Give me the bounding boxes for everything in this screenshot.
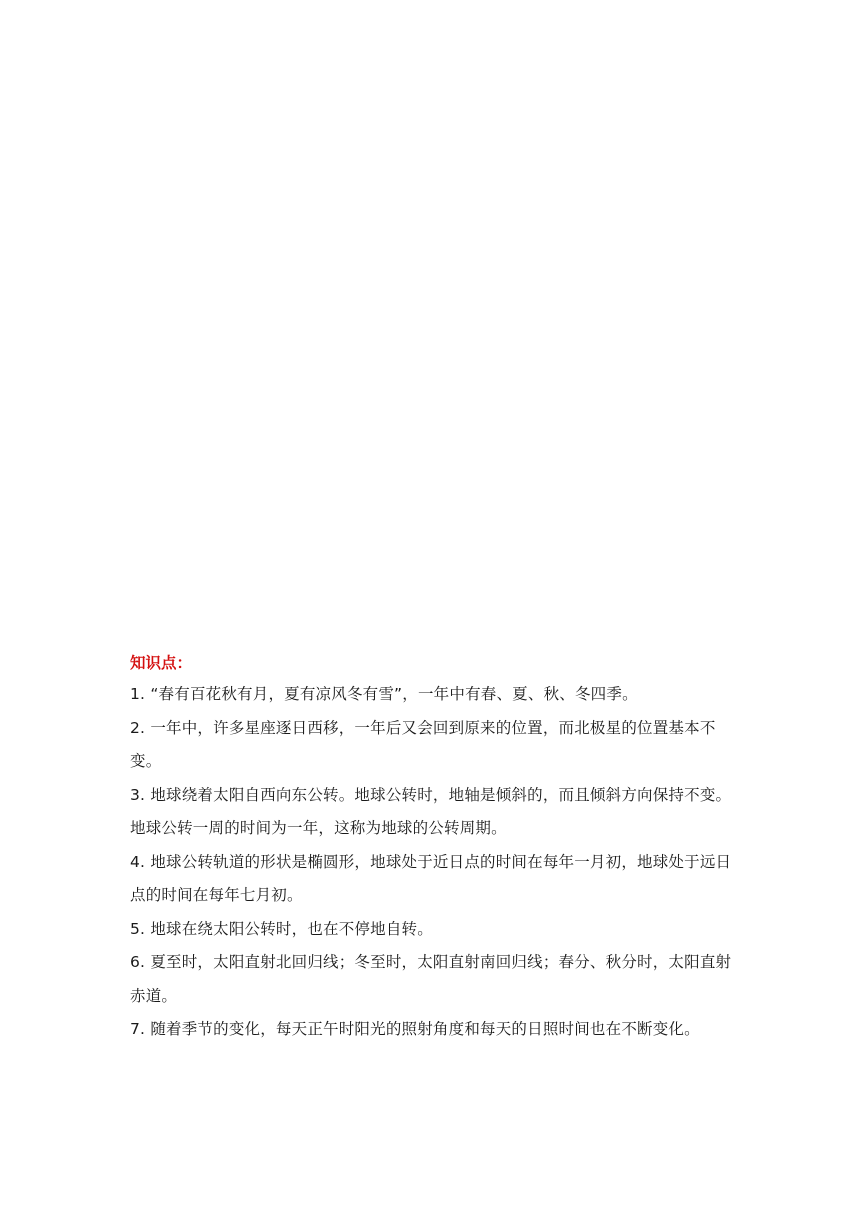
knowledge-item-6: 6. 夏至时，太阳直射北回归线；冬至时，太阳直射南回归线；春分、秋分时，太阳直射赤道。 [130,953,732,1005]
knowledge-section [130,648,735,1047]
knowledge-item-1: 1. “春有百花秋有月，夏有凉风冬有雪”，一年中有春、夏、秋、冬四季。 [130,685,638,703]
knowledge-item-5: 5. 地球在绕太阳公转时，也在不停地自转。 [130,919,433,938]
knowledge-item-2: 2. 一年中，许多星座逐日西移，一年后又会回到原来的位置，而北极星的位置基本不变。 [130,718,716,770]
section-heading: 知识点： [130,654,193,672]
knowledge-item-3: 3. 地球绕着太阳自西向东公转。地球公转时，地轴是倾斜的，而且倾斜方向保持不变。地球公转一周的时间为一年，这称为地球的公转周期。 [130,785,732,837]
knowledge-item-4: 4. 地球公转轨道的形状是椭圆形，地球处于近日点的时间在每年一月初，地球处于远日点的时间在每年七月初。 [130,852,732,904]
knowledge-item-7: 7. 随着季节的变化，每天正午时阳光的照射角度和每天的日照时间也在不断变化。 [130,1020,700,1038]
